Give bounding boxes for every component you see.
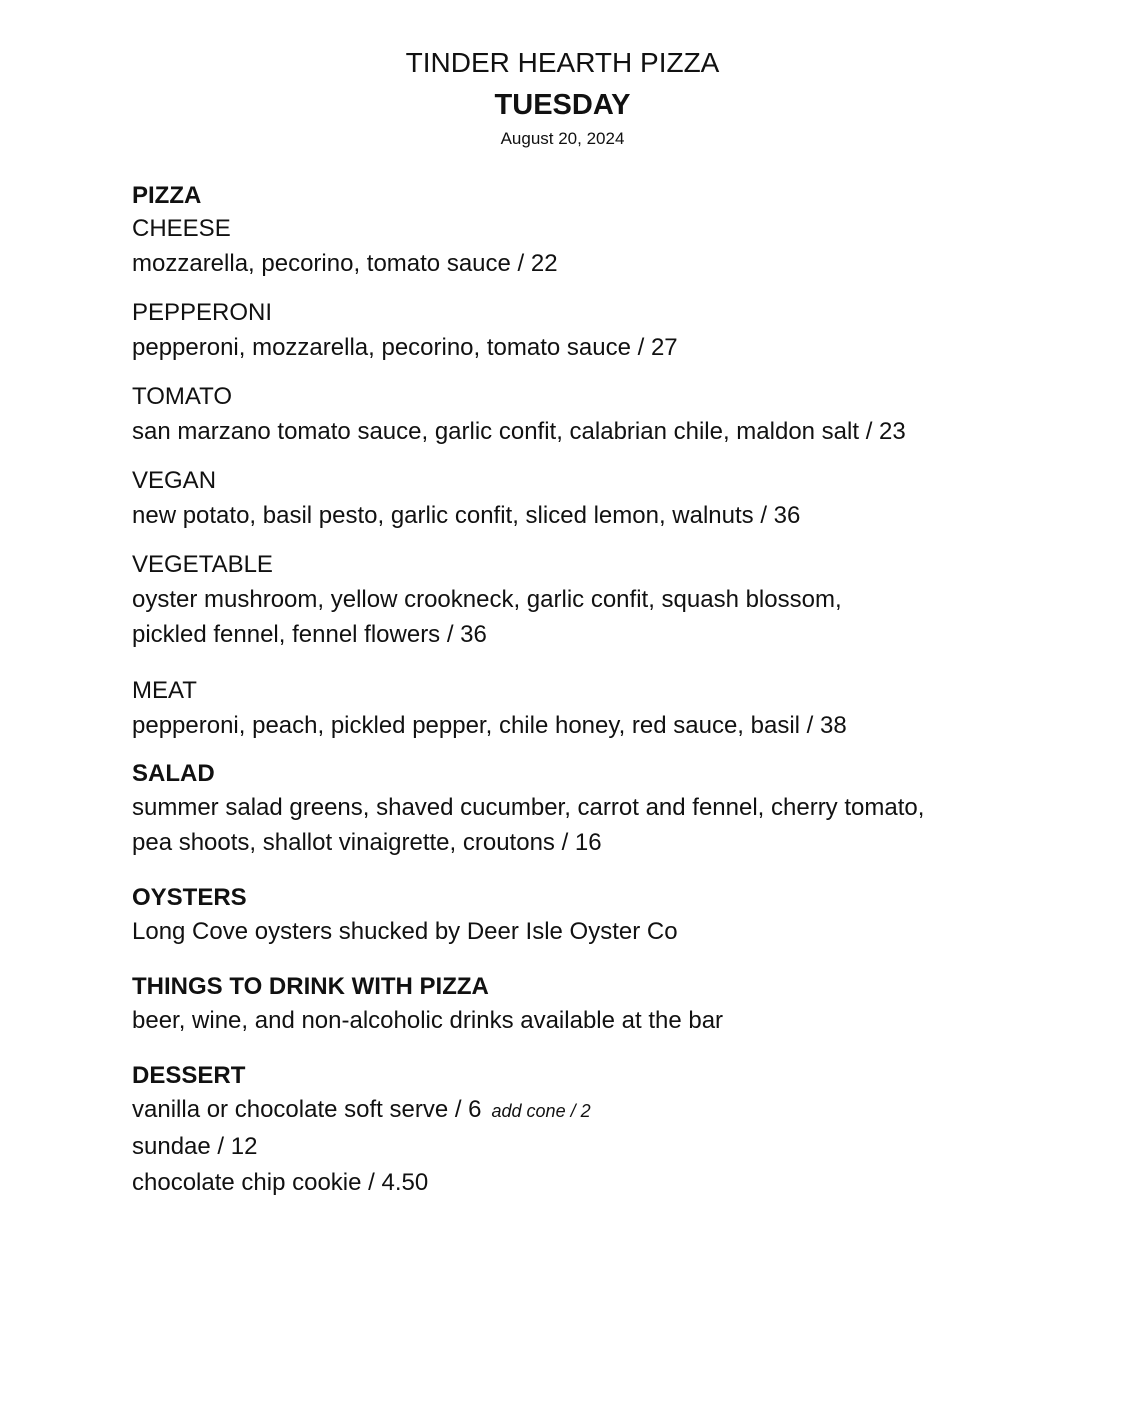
item-description: mozzarella, pecorino, tomato sauce / 22 (132, 250, 558, 277)
item-description: san marzano tomato sauce, garlic confit, calabrian chile, maldon salt / 23 (132, 418, 906, 445)
item-description-line-2: pickled fennel, fennel flowers / 36 (132, 621, 487, 648)
pizza-item-cheese (132, 212, 1032, 281)
dessert-item-sundae: sundae / 12 (132, 1133, 258, 1160)
restaurant-name: TINDER HEARTH PIZZA (405, 47, 720, 78)
section-title-drinks: THINGS TO DRINK WITH PIZZA (132, 973, 489, 1000)
item-name: VEGAN (132, 467, 217, 494)
menu-date: August 20, 2024 (500, 129, 625, 148)
salad-description-line-2: pea shoots, shallot vinaigrette, croutons / 16 (132, 829, 602, 856)
item-description-line-1: oyster mushroom, yellow crookneck, garlic confit, squash blossom, (132, 586, 842, 613)
section-title-dessert: DESSERT (132, 1062, 246, 1089)
item-name: VEGETABLE (132, 551, 273, 578)
dessert-addon: add cone / 2 (491, 1101, 591, 1121)
pizza-item-vegetable (132, 548, 1032, 652)
pizza-section (132, 180, 1032, 743)
drinks-section (132, 971, 1032, 1038)
dessert-section (132, 1060, 1032, 1201)
pizza-item-meat (132, 674, 1032, 743)
item-name: CHEESE (132, 215, 231, 242)
pizza-item-tomato (132, 380, 1032, 449)
section-title-salad: SALAD (132, 760, 215, 787)
item-description: pepperoni, mozzarella, pecorino, tomato sauce / 27 (132, 334, 678, 361)
item-description: pepperoni, peach, pickled pepper, chile honey, red sauce, basil / 38 (132, 712, 847, 739)
item-name: PEPPERONI (132, 299, 273, 326)
oysters-section (132, 882, 1032, 949)
item-description: new potato, basil pesto, garlic confit, sliced lemon, walnuts / 36 (132, 502, 801, 529)
section-title-oysters: OYSTERS (132, 884, 247, 911)
dessert-item-text: vanilla or chocolate soft serve / 6 (132, 1096, 482, 1123)
section-title-pizza: PIZZA (132, 182, 202, 209)
item-name: MEAT (132, 677, 197, 704)
menu-day: TUESDAY (494, 89, 631, 121)
salad-description-line-1: summer salad greens, shaved cucumber, carrot and fennel, cherry tomato, (132, 794, 925, 821)
dessert-item-cookie: chocolate chip cookie / 4.50 (132, 1169, 429, 1196)
item-name: TOMATO (132, 383, 233, 410)
menu-body (132, 180, 1032, 1223)
salad-section (132, 758, 1032, 860)
pizza-item-pepperoni (132, 296, 1032, 365)
dessert-item-soft-serve (132, 1092, 1032, 1129)
oysters-description: Long Cove oysters shucked by Deer Isle Oyster Co (132, 918, 678, 945)
pizza-item-vegan (132, 464, 1032, 533)
drinks-description: beer, wine, and non-alcoholic drinks available at the bar (132, 1007, 724, 1034)
